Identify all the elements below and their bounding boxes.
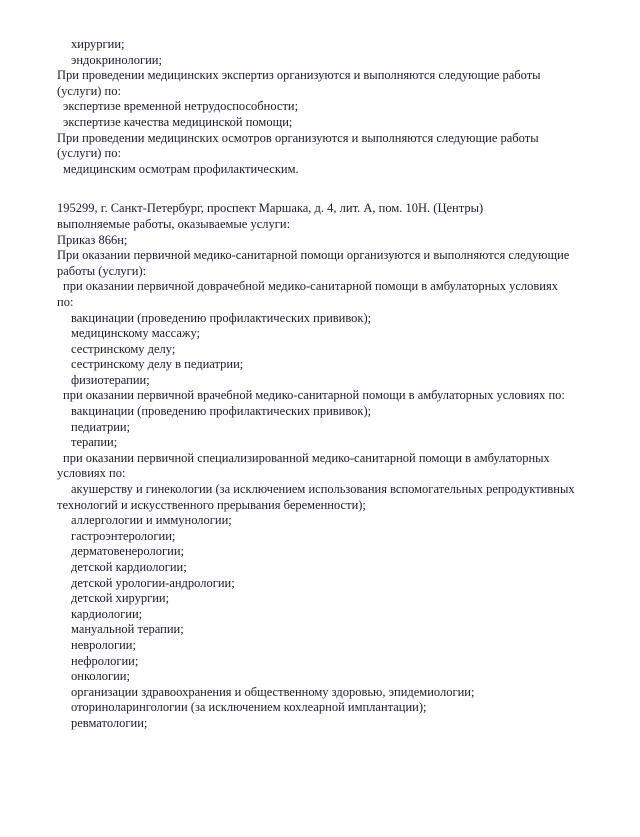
document-line: гастроэнтерологии; xyxy=(71,528,176,543)
document-line: 195299, г. Санкт-Петербург, проспект Маршака, д. 4, лит. А, пом. 10Н. (Центры) xyxy=(57,201,484,216)
document-line: вакцинации (проведению профилактических прививок); xyxy=(71,404,372,419)
document-line: (услуги) по: xyxy=(57,146,121,161)
document-line: работы (услуги): xyxy=(57,263,147,278)
document-line: физиотерапии; xyxy=(71,372,150,387)
document-line: детской хирургии; xyxy=(71,591,170,606)
document-line: Приказ 866н; xyxy=(57,232,128,247)
document-line: технологий и искусственного прерывания беременности); xyxy=(57,497,366,512)
document-line: При проведении медицинских осмотров организуются и выполняются следующие работы xyxy=(57,130,539,145)
document-line: условиях по: xyxy=(57,466,126,481)
document-line: медицинскому массажу; xyxy=(71,326,201,341)
document-line: эндокринологии; xyxy=(71,52,162,67)
blank-line xyxy=(57,177,602,201)
document-line: кардиологии; xyxy=(71,606,143,621)
document-line: экспертизе временной нетрудоспособности; xyxy=(63,99,299,114)
document-line: педиатрии; xyxy=(71,419,131,434)
document-line: терапии; xyxy=(71,435,118,450)
document-line: онкологии; xyxy=(71,669,130,684)
document-line: детской урологии-андрологии; xyxy=(71,575,235,590)
document-line: сестринскому делу в педиатрии; xyxy=(71,357,244,372)
document-line: экспертизе качества медицинской помощи; xyxy=(63,114,293,129)
document-line: сестринскому делу; xyxy=(71,341,176,356)
document-line: хирургии; xyxy=(71,37,125,51)
document-line: выполняемые работы, оказываемые услуги: xyxy=(57,216,291,231)
document-line: оториноларингологии (за исключением кохлеарной имплантации); xyxy=(71,700,427,715)
document-line: акушерству и гинекологии (за исключением использования вспомогательных репродуктивных xyxy=(71,482,575,497)
document-line: (услуги) по: xyxy=(57,83,121,98)
document-line: нефрологии; xyxy=(71,653,139,668)
document-line: неврологии; xyxy=(71,637,136,652)
document-line: организации здравоохранения и общественному здоровью, эпидемиологии; xyxy=(71,684,475,699)
document-line: вакцинации (проведению профилактических прививок); xyxy=(71,310,372,325)
document-line: мануальной терапии; xyxy=(71,622,184,637)
document-line: детской кардиологии; xyxy=(71,560,187,574)
document-line: по: xyxy=(57,294,74,309)
document-line: при оказании первичной доврачебной медико-санитарной помощи в амбулаторных условиях xyxy=(63,279,558,294)
document-line: медицинским осмотрам профилактическим. xyxy=(63,161,299,176)
document-line: При оказании первичной медико-санитарной помощи организуются и выполняются следующие xyxy=(57,248,570,263)
document-line: при оказании первичной специализированной медико-санитарной помощи в амбулаторных xyxy=(63,450,550,465)
document-line: аллергологии и иммунологии; xyxy=(71,513,232,528)
document-line: дерматовенерологии; xyxy=(71,544,184,559)
document-line: ревматологии; xyxy=(71,715,148,730)
document-line: при оказании первичной врачебной медико-санитарной помощи в амбулаторных условиях по: xyxy=(63,388,565,403)
document-line: При проведении медицинских экспертиз организуются и выполняются следующие работы xyxy=(57,68,541,83)
